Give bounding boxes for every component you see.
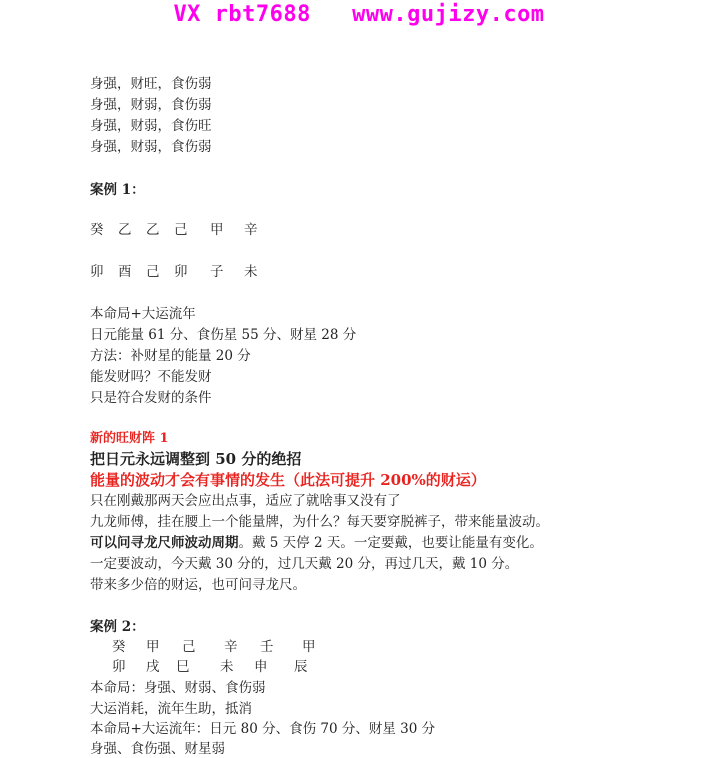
section-rest-text: 。戴 5 天停 2 天。一定要戴，也要让能量有变化。 [238, 535, 543, 551]
section-bold-text: 可以问寻龙尺师波动周期 [90, 535, 239, 551]
branch: 戌 [146, 659, 160, 675]
case1-line: 方法：补财星的能量 20 分 [90, 348, 251, 364]
case1-title: 案例 1： [90, 182, 145, 198]
intro-line: 身强，财弱，食伤弱 [90, 139, 212, 155]
section-line-mixed [90, 534, 543, 552]
section-line: 一定要波动，今天戴 30 分的，过几天戴 20 分，再过几天，戴 10 分。 [90, 556, 519, 572]
case1-line: 只是符合发财的条件 [90, 390, 212, 406]
case2-title: 案例 2： [90, 619, 145, 635]
branch: 卯 [112, 659, 126, 675]
case2-line: 大运消耗，流年生助，抵消 [90, 701, 252, 717]
section-heading: 把日元永远调整到 50 分的绝招 [90, 450, 302, 468]
intro-line: 身强，财弱，食伤旺 [90, 118, 212, 134]
stem: 乙 [118, 222, 132, 238]
stem: 甲 [146, 639, 160, 655]
stem: 甲 [302, 639, 316, 655]
section-line: 九龙师傅，挂在腰上一个能量牌，为什么？每天要穿脱裤子，带来能量波动。 [90, 514, 549, 530]
case2-line: 本命局+大运流年：日元 80 分、食伤 70 分、财星 30 分 [90, 721, 436, 737]
case1-line: 日元能量 61 分、食伤星 55 分、财星 28 分 [90, 327, 357, 343]
branch: 辰 [294, 659, 308, 675]
branch: 未 [220, 659, 234, 675]
section-title: 新的旺财阵 1 [90, 431, 169, 446]
branch: 卯 [90, 264, 104, 280]
branch: 己 [146, 264, 160, 280]
branch: 巳 [176, 659, 190, 675]
branch: 子 [210, 264, 224, 280]
branch: 卯 [174, 264, 188, 280]
watermark-text: VX rbt7688 www.gujizy.com [173, 2, 545, 27]
stem: 己 [174, 222, 188, 238]
section-line: 只在刚戴那两天会应出点事，适应了就啥事又没有了 [90, 493, 401, 509]
case2-line: 身强、食伤强、财星弱 [90, 741, 225, 757]
section-line: 带来多少倍的财运，也可问寻龙尺。 [90, 577, 306, 593]
stem: 癸 [90, 222, 104, 238]
case1-line: 本命局+大运流年 [90, 306, 196, 322]
intro-line: 身强，财弱，食伤弱 [90, 97, 212, 113]
stem: 甲 [210, 222, 224, 238]
stem: 辛 [224, 639, 238, 655]
stem: 己 [182, 639, 196, 655]
stem: 辛 [244, 222, 258, 238]
case1-line: 能发财吗？不能发财 [90, 369, 212, 385]
stem: 癸 [112, 639, 126, 655]
case2-line: 本命局：身强、财弱、食伤弱 [90, 680, 266, 696]
branch: 酉 [118, 264, 132, 280]
intro-line: 身强，财旺，食伤弱 [90, 76, 212, 92]
branch: 未 [244, 264, 258, 280]
branch: 申 [254, 659, 268, 675]
stem: 乙 [146, 222, 160, 238]
stem: 壬 [260, 639, 274, 655]
section-subheading: 能量的波动才会有事情的发生（此法可提升 200%的财运） [90, 471, 486, 489]
